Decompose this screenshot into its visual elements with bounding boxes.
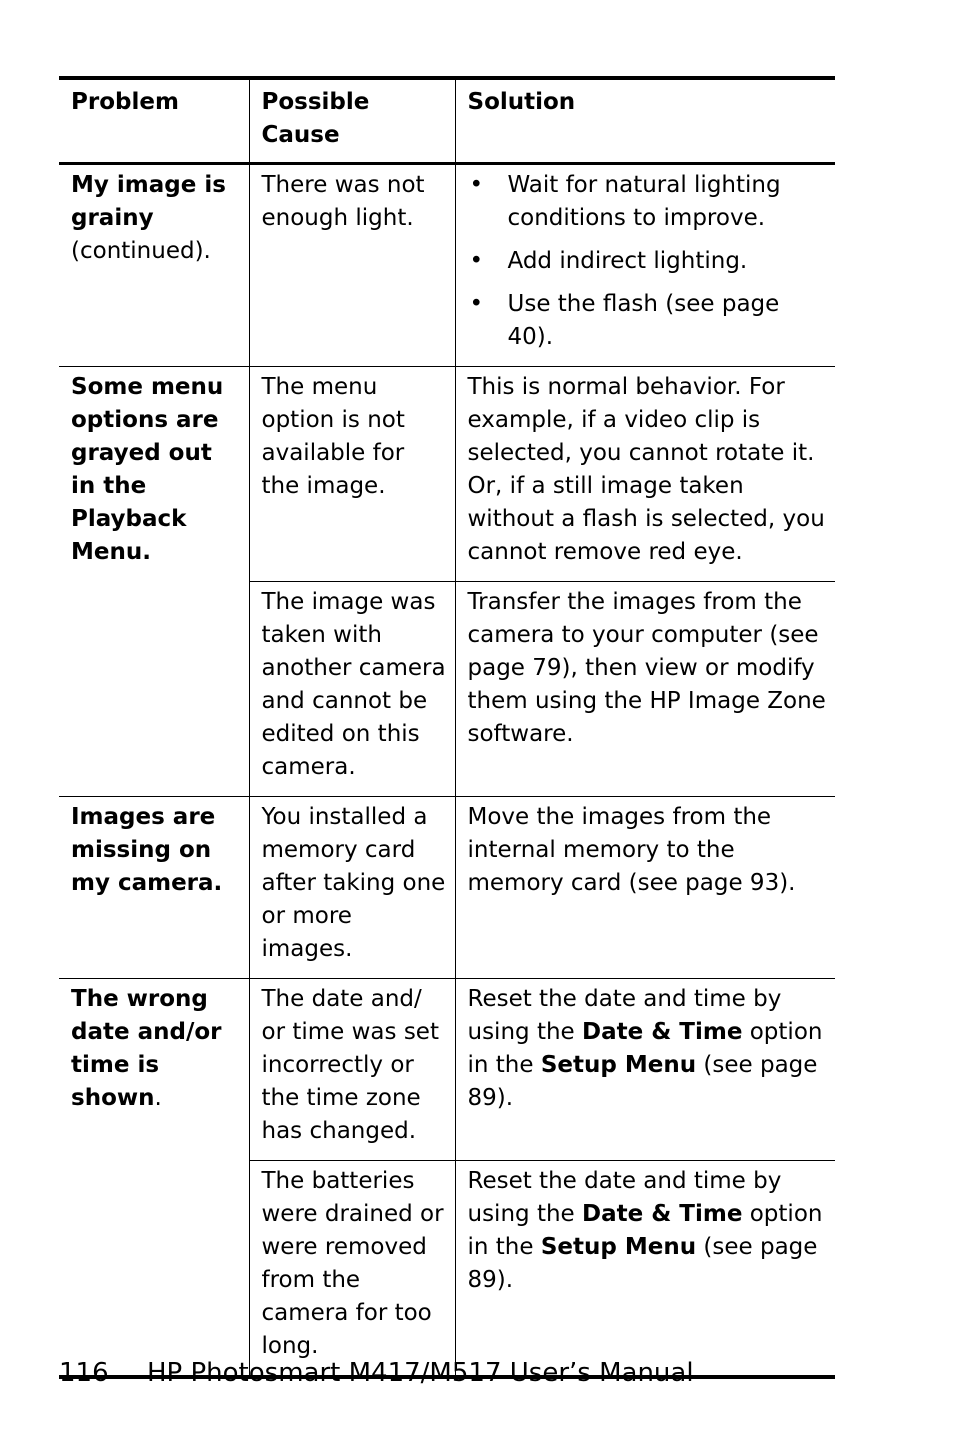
table-row xyxy=(59,797,835,979)
date-time-option-label: Date & Time xyxy=(582,1201,743,1227)
solution-cell: Transfer the images from the camera to your computer (see page 79), then view or modify them using the HP Image Zone software. xyxy=(455,582,835,797)
page-footer xyxy=(59,1355,694,1391)
solution-text: Reset the date and time by using the xyxy=(467,1168,782,1227)
header-solution: Solution xyxy=(455,78,835,164)
setup-menu-label: Setup Menu xyxy=(540,1052,697,1078)
problem-cell: Images are missing on my camera. xyxy=(71,804,223,896)
solution-cell: This is normal behavior. For example, if a video clip is selected, you cannot rotate it. Or, if a still image taken without a flash is selected, you cannot remove red eye. xyxy=(455,367,835,582)
date-time-option-label: Date & Time xyxy=(582,1019,743,1045)
solution-text: (see page 89). xyxy=(467,1234,818,1293)
header-possible-cause: Possible Cause xyxy=(249,78,455,164)
cause-cell: You installed a memory card after taking one or more images. xyxy=(249,797,455,979)
solution-bullet-list xyxy=(468,169,828,354)
problem-cell xyxy=(59,979,249,1378)
solution-text: option in the xyxy=(467,1019,823,1078)
bullet-icon: • xyxy=(469,291,484,317)
bullet-text: Use the flash (see page 40). xyxy=(507,291,780,350)
list-item xyxy=(468,288,828,354)
problem-note: (continued). xyxy=(71,238,211,264)
list-item xyxy=(468,245,828,278)
table-row xyxy=(59,367,835,582)
problem-text: The wrong date and/or time is shown xyxy=(71,986,222,1111)
manual-title: HP Photosmart M417/M517 User’s Manual xyxy=(147,1358,694,1388)
problem-text: My image is grainy xyxy=(71,172,226,231)
bullet-icon: • xyxy=(469,172,484,198)
cause-cell: The image was taken with another camera and cannot be edited on this camera. xyxy=(249,582,455,797)
solution-text: option in the xyxy=(467,1201,823,1260)
table-header-row xyxy=(59,78,835,164)
solution-cell xyxy=(455,979,835,1161)
solution-cell xyxy=(455,164,835,367)
table-row xyxy=(59,979,835,1161)
problem-cell: Some menu options are grayed out in the Playback Menu. xyxy=(59,367,249,797)
page-number: 116 xyxy=(59,1358,109,1388)
bullet-text: Add indirect lighting. xyxy=(507,248,748,274)
solution-cell xyxy=(455,1161,835,1378)
table-row xyxy=(59,164,835,367)
problem-period: . xyxy=(154,1085,162,1111)
bullet-text: Wait for natural lighting conditions to improve. xyxy=(507,172,781,231)
list-item xyxy=(468,169,828,235)
solution-text: Reset the date and time by using the xyxy=(467,986,782,1045)
bullet-icon: • xyxy=(469,248,484,274)
header-problem: Problem xyxy=(71,89,179,115)
cause-cell: The date and/ or time was set incorrectly or the time zone has changed. xyxy=(249,979,455,1161)
cause-cell: There was not enough light. xyxy=(249,164,455,367)
setup-menu-label: Setup Menu xyxy=(540,1234,697,1260)
problem-cell xyxy=(59,164,249,367)
troubleshooting-table xyxy=(59,76,835,1379)
solution-cell: Move the images from the internal memory to the memory card (see page 93). xyxy=(455,797,835,979)
cause-cell: The batteries were drained or were removed from the camera for too long. xyxy=(249,1161,455,1378)
solution-text: (see page 89). xyxy=(467,1052,818,1111)
cause-cell: The menu option is not available for the image. xyxy=(249,367,455,582)
